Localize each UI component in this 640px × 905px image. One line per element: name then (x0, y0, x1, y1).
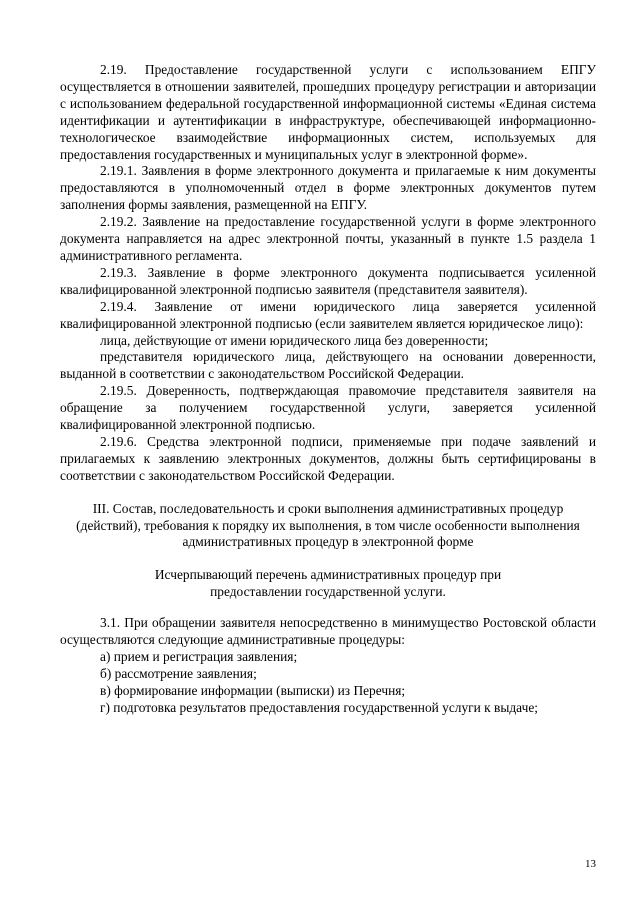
paragraph-2-19-4: 2.19.4. Заявление от имени юридического лица заверяется усиленной квалифицированной электронной подписью (если заявителем является юридическое лицо): (60, 298, 596, 331)
section-heading: III. Состав, последовательность и сроки выполнения административных процедур (действий), требования к порядку их выполнения, в том числе особенности выполнения административных процедур в электронной форме (76, 500, 580, 550)
paragraph-3-1: 3.1. При обращении заявителя непосредственно в минимущество Ростовской области осуществляются следующие административные процедуры: (60, 615, 596, 648)
spacer (60, 551, 596, 567)
procedure-item-b: б) рассмотрение заявления; (100, 665, 257, 681)
paragraph-2-19-3: 2.19.3. Заявление в форме электронного документа подписывается усиленной квалифицированной электронной подписью заявителя (представителя заявителя). (60, 264, 596, 297)
spacer (60, 485, 596, 501)
subheading: Исчерпывающий перечень административных процедур при предоставлении государственной услуги. (154, 567, 502, 600)
page-number: 13 (585, 858, 596, 870)
paragraph-2-19-4-item-a: лица, действующие от имени юридического лица без доверенности; (100, 332, 489, 348)
spacer (60, 601, 596, 615)
procedure-item-a: а) прием и регистрация заявления; (100, 649, 298, 664)
procedure-item-d: г) подготовка результатов предоставления государственной услуги к выдаче; (100, 699, 538, 715)
paragraph-2-19-6: 2.19.6. Средства электронной подписи, применяемые при подаче заявлений и прилагаемых к заявлению электронных документов, должны быть сертифицированы в соответствии с законодательством Российской Федерации. (60, 433, 596, 483)
paragraph-2-19-5: 2.19.5. Доверенность, подтверждающая правомочие представителя заявителя на обращение за получением государственной услуги, заверяется усиленной квалифицированной электронной подписью. (60, 383, 596, 433)
paragraph-2-19-4-item-b: представителя юридического лица, действующего на основании доверенности, выданной в соответствии с законодательством Российской Федерации. (60, 349, 596, 382)
paragraph-2-19-2: 2.19.2. Заявление на предоставление государственной услуги в форме электронного документа направляется на адрес электронной почты, указанный в пункте 1.5 раздела 1 административного регламента. (60, 214, 596, 263)
document-body (60, 62, 596, 717)
paragraph-2-19-1: 2.19.1. Заявления в форме электронного документа и прилагаемые к ним документы предоставляются в уполномоченный отдел в форме электронных документов путем заполнения формы заявления, размещенной на ЕПГУ. (60, 163, 596, 213)
procedure-item-c: в) формирование информации (выписки) из Перечня; (100, 682, 406, 698)
paragraph-2-19: 2.19. Предоставление государственной услуги с использованием ЕПГУ осуществляется в отношении заявителей, прошедших процедуру регистрации и авторизации с использованием федеральной государственной информационной системы «Единая система идентификации и аутентификации в инфраструктуре, обеспечивающей информационно-технологическое взаимодействие информационных систем, используемых для предоставления государственных и муниципальных услуг в электронной форме». (60, 62, 596, 162)
